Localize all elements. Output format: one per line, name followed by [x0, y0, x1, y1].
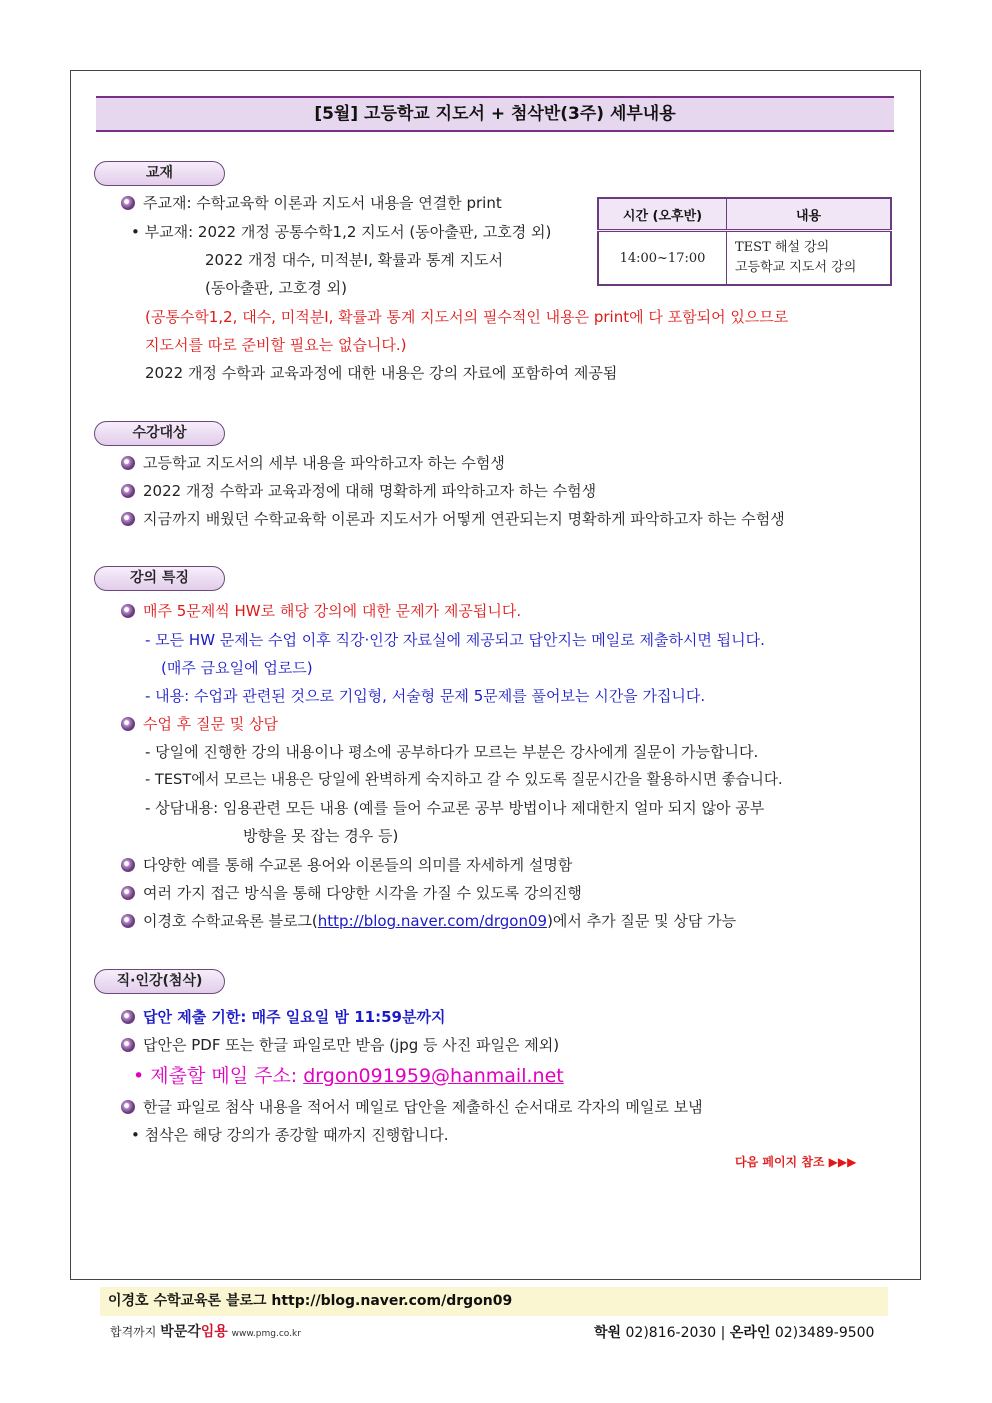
features-blog: 이경호 수학교육론 블로그(http://blog.naver.com/drgon09)에서 추가 질문 및 상담 가능: [121, 911, 736, 931]
features-qa-sub-3: - 상담내용: 임용관련 모든 내용 (예를 들어 수교론 공부 방법이나 제대한지 얼마 되지 않아 공부: [145, 799, 765, 817]
publisher-logo: 합격까지 박문각임용 www.pmg.co.kr: [110, 1324, 301, 1340]
textbook-note-red-1: (공통수학1,2, 대수, 미적분Ⅰ, 확률과 통계 지도서의 필수적인 내용은 print에 다 포함되어 있으므로: [145, 308, 789, 326]
features-qa-sub-1: - 당일에 진행한 강의 내용이나 평소에 공부하다가 모르는 부분은 강사에게 질문이 가능합니다.: [145, 743, 759, 761]
schedule-table: [597, 197, 892, 286]
section-tag-features: 강의 특징: [94, 566, 225, 591]
bullet-icon: [121, 858, 135, 872]
bullet-icon: [121, 484, 135, 498]
section-tag-online: 직·인강(첨삭): [94, 969, 225, 994]
bullet-icon: [121, 196, 135, 210]
features-item: 다양한 예를 통해 수교론 용어와 이론들의 의미를 자세하게 설명함: [121, 855, 572, 875]
page-title: [5월] 고등학교 지도서 + 첨삭반(3주) 세부내용: [96, 96, 894, 132]
footer-blog: 이경호 수학교육론 블로그 http://blog.naver.com/drgon09: [100, 1287, 888, 1316]
bullet-icon: [121, 1010, 135, 1024]
features-hw-sub-3: - 내용: 수업과 관련된 것으로 기입형, 서술형 문제 5문제를 풀어보는 시간을 가집니다.: [145, 687, 706, 705]
online-email-line: • 제출할 메일 주소: drgon091959@hanmail.net: [133, 1065, 564, 1087]
textbook-note: 2022 개정 수학과 교육과정에 대한 내용은 강의 자료에 포함하여 제공됨: [145, 364, 618, 382]
features-qa-sub-4: 방향을 못 잡는 경우 등): [243, 827, 399, 845]
online-period: • 첨삭은 해당 강의가 종강할 때까지 진행합니다.: [131, 1126, 449, 1144]
textbook-note-red-2: 지도서를 따로 준비할 필요는 없습니다.): [145, 336, 407, 354]
bullet-icon: [121, 456, 135, 470]
bullet-icon: [121, 604, 135, 618]
bullet-icon: [121, 914, 135, 928]
textbook-main: 주교재: 수학교육학 이론과 지도서 내용을 연결한 print: [121, 193, 502, 213]
features-hw: 매주 5문제씩 HW로 해당 강의에 대한 문제가 제공됩니다.: [121, 601, 521, 621]
schedule-content: TEST 해설 강의 고등학교 지도서 강의: [727, 231, 892, 286]
email-link[interactable]: drgon091959@hanmail.net: [303, 1065, 564, 1087]
bullet-icon: [121, 886, 135, 900]
features-hw-sub-1: - 모든 HW 문제는 수업 이후 직강·인강 자료실에 제공되고 답안지는 메일로 제출하시면 됩니다.: [145, 631, 765, 649]
textbook-sub-2: 2022 개정 대수, 미적분Ⅰ, 확률과 통계 지도서: [205, 251, 504, 269]
schedule-header-content: 내용: [727, 198, 892, 231]
online-format: 답안은 PDF 또는 한글 파일로만 받음 (jpg 등 사진 파일은 제외): [121, 1035, 559, 1055]
textbook-sub-3: (동아출판, 고호경 외): [205, 279, 347, 297]
target-item: 지금까지 배웠던 수학교육학 이론과 지도서가 어떻게 연관되는지 명확하게 파악하고자 하는 수험생: [121, 509, 785, 529]
contact-info: 학원 02)816-2030 | 온라인 02)3489-9500: [594, 1325, 875, 1341]
target-item: 2022 개정 수학과 교육과정에 대해 명확하게 파악하고자 하는 수험생: [121, 481, 596, 501]
bullet-icon: [121, 1038, 135, 1052]
target-item: 고등학교 지도서의 세부 내용을 파악하고자 하는 수험생: [121, 453, 505, 473]
features-item: 여러 가지 접근 방식을 통해 다양한 시각을 가질 수 있도록 강의진행: [121, 883, 582, 903]
features-qa: 수업 후 질문 및 상담: [121, 714, 278, 734]
online-send: 한글 파일로 첨삭 내용을 적어서 메일로 답안을 제출하신 순서대로 각자의 메일로 보냄: [121, 1097, 703, 1117]
bullet-icon: [121, 1100, 135, 1114]
bullet-icon: [121, 717, 135, 731]
bullet-icon: [121, 512, 135, 526]
section-tag-target: 수강대상: [94, 421, 225, 446]
section-tag-textbook: 교재: [94, 161, 225, 186]
next-page-note: 다음 페이지 참조 ▶▶▶: [735, 1155, 857, 1169]
features-hw-sub-2: (매주 금요일에 업로드): [161, 659, 313, 677]
schedule-time: 14:00~17:00: [598, 231, 727, 286]
blog-link[interactable]: http://blog.naver.com/drgon09: [317, 912, 548, 930]
schedule-header-time: 시간 (오후반): [598, 198, 727, 231]
textbook-sub-1: • 부교재: 2022 개정 공통수학1,2 지도서 (동아출판, 고호경 외): [131, 223, 552, 241]
features-qa-sub-2: - TEST에서 모르는 내용은 당일에 완벽하게 숙지하고 갈 수 있도록 질문시간을 활용하시면 좋습니다.: [145, 771, 783, 788]
online-deadline: 답안 제출 기한: 매주 일요일 밤 11:59분까지: [121, 1007, 445, 1027]
